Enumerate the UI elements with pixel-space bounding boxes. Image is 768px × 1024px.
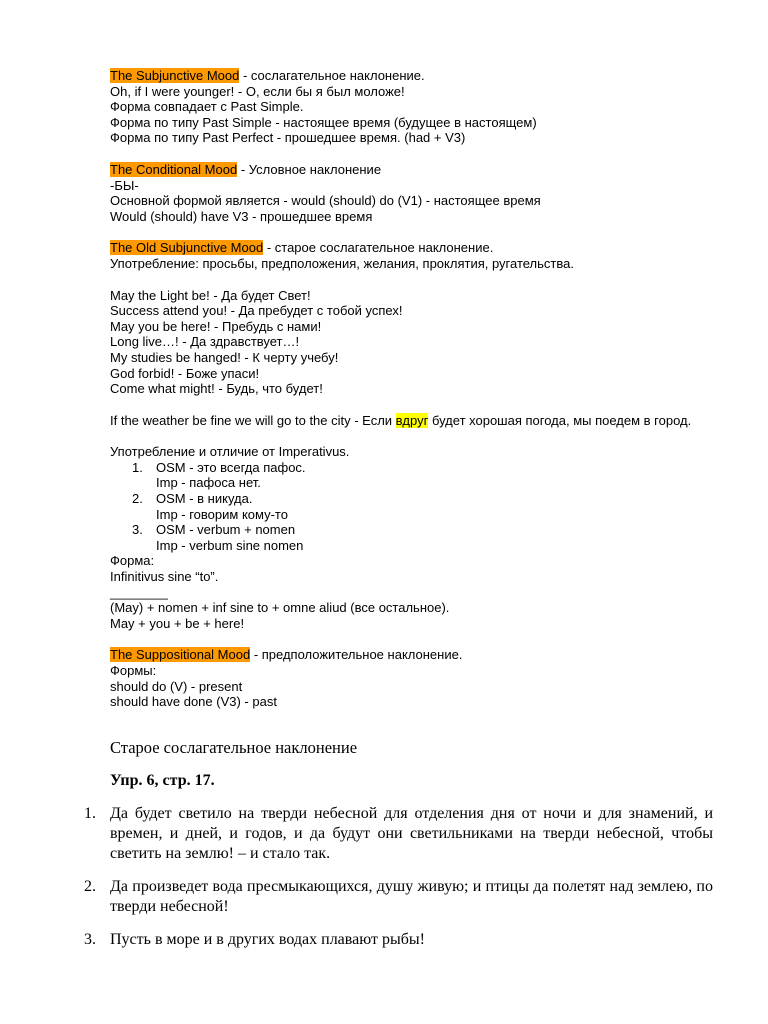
subjunctive-line: Форма совпадает с Past Simple. [110, 99, 304, 115]
list-number: 1. [132, 459, 143, 475]
suppositional-heading [110, 647, 720, 663]
imp-line: Imp - говорим кому-то [156, 506, 288, 522]
formula: (May) + nomen + inf sine to + omne aliud (все остальное). [110, 600, 450, 616]
example-line: Success attend you! - Да пребудет с тобой успех! [110, 303, 403, 319]
example-line: God forbid! - Боже упаси! [110, 365, 260, 381]
exercise-number: 1. [84, 805, 96, 822]
exercise-reference: Упр. 6, стр. 17. [110, 772, 215, 789]
exercise-list [84, 804, 713, 950]
list-item [110, 522, 720, 553]
exercise-number: 3. [84, 931, 96, 948]
formula-example: May + you + be + here! [110, 615, 245, 631]
imperativus-intro: Употребление и отличие от Imperativus. [110, 444, 350, 460]
weather-highlight: вдруг [395, 412, 429, 428]
old-subjunctive-definition: - старое сослагательное наклонение. [263, 240, 494, 256]
example-line: May you be here! - Пребудь с нами! [110, 318, 322, 334]
subjunctive-term: The Subjunctive Mood [110, 68, 240, 83]
form-value: Infinitivus sine “to”. [110, 569, 219, 585]
example-line: May the Light be! - Да будет Свет! [110, 287, 311, 303]
osm-line: OSM - это всегда пафос. [156, 459, 306, 475]
subjunctive-definition: - сослагательное наклонение. [239, 68, 425, 83]
notes-section [110, 68, 720, 710]
suppositional-line: Формы: [110, 663, 157, 678]
osm-line: OSM - в никуда. [156, 491, 253, 507]
exercise-text: Да произведет вода пресмыкающихся, душу живую; и птицы да полетят над землею, по тверди небесной! [110, 878, 713, 915]
weather-example [110, 413, 720, 429]
old-subjunctive-term: The Old Subjunctive Mood [110, 240, 264, 256]
subjunctive-line: Форма по типу Past Simple - настоящее время (будущее в настоящем) [110, 114, 537, 130]
conditional-line: Основной формой является - would (should) do (V1) - настоящее время [110, 193, 541, 209]
subjunctive-line: Форма по типу Past Perfect - прошедшее время. (had + V3) [110, 130, 466, 146]
list-item [110, 491, 720, 522]
subjunctive-heading [110, 68, 720, 84]
weather-text-before: If the weather be fine we will go to the city - Если [110, 412, 396, 428]
conditional-term: The Conditional Mood [110, 161, 238, 177]
example-line: My studies be hanged! - К черту учебу! [110, 349, 339, 365]
form-label: Форма: [110, 553, 155, 569]
conditional-line: Would (should) have V3 - прошедшее время [110, 208, 373, 224]
old-subjunctive-heading [110, 240, 720, 256]
imperativus-list [110, 460, 720, 554]
exercise-text: Да будет светило на тверди небесной для отделения дня от ночи и для знамений, и времен, и дней, и годов, и да будут они светильниками на тверди небесной, чтобы светить на землю! – и стало так. [110, 805, 713, 862]
osm-line: OSM - verbum + nomen [156, 522, 296, 538]
exercise-title: Старое сослагательное наклонение [110, 738, 358, 757]
exercise-item [84, 877, 713, 917]
underline-rule: ________ [110, 584, 168, 600]
exercise-number: 2. [84, 878, 96, 895]
list-number: 2. [132, 491, 143, 507]
suppositional-line: should do (V) - present [110, 678, 243, 694]
imp-line: Imp - пафоса нет. [156, 475, 261, 491]
exercise-item [84, 930, 713, 950]
list-item [110, 460, 720, 491]
exercise-item [84, 804, 713, 864]
list-number: 3. [132, 522, 143, 538]
example-line: Long live…! - Да здравствует…! [110, 334, 300, 350]
conditional-definition: - Условное наклонение [237, 161, 382, 177]
example-line: Come what might! - Будь, что будет! [110, 381, 323, 397]
conditional-line: -БЫ- [110, 177, 139, 193]
old-subjunctive-usage: Употребление: просьбы, предположения, желания, проклятия, ругательства. [110, 255, 574, 271]
suppositional-definition: - предположительное наклонение. [250, 647, 463, 663]
weather-text-after: будет хорошая погода, мы поедем в город. [428, 412, 692, 428]
suppositional-line: should have done (V3) - past [110, 694, 277, 710]
conditional-heading [110, 162, 720, 178]
imp-line: Imp - verbum sine nomen [156, 537, 304, 553]
exercise-text: Пусть в море и в других водах плавают рыбы! [110, 931, 425, 948]
exercise-section [84, 738, 713, 950]
subjunctive-line: Oh, if I were younger! - О, если бы я был моложе! [110, 83, 405, 99]
suppositional-term: The Suppositional Mood [110, 647, 251, 663]
